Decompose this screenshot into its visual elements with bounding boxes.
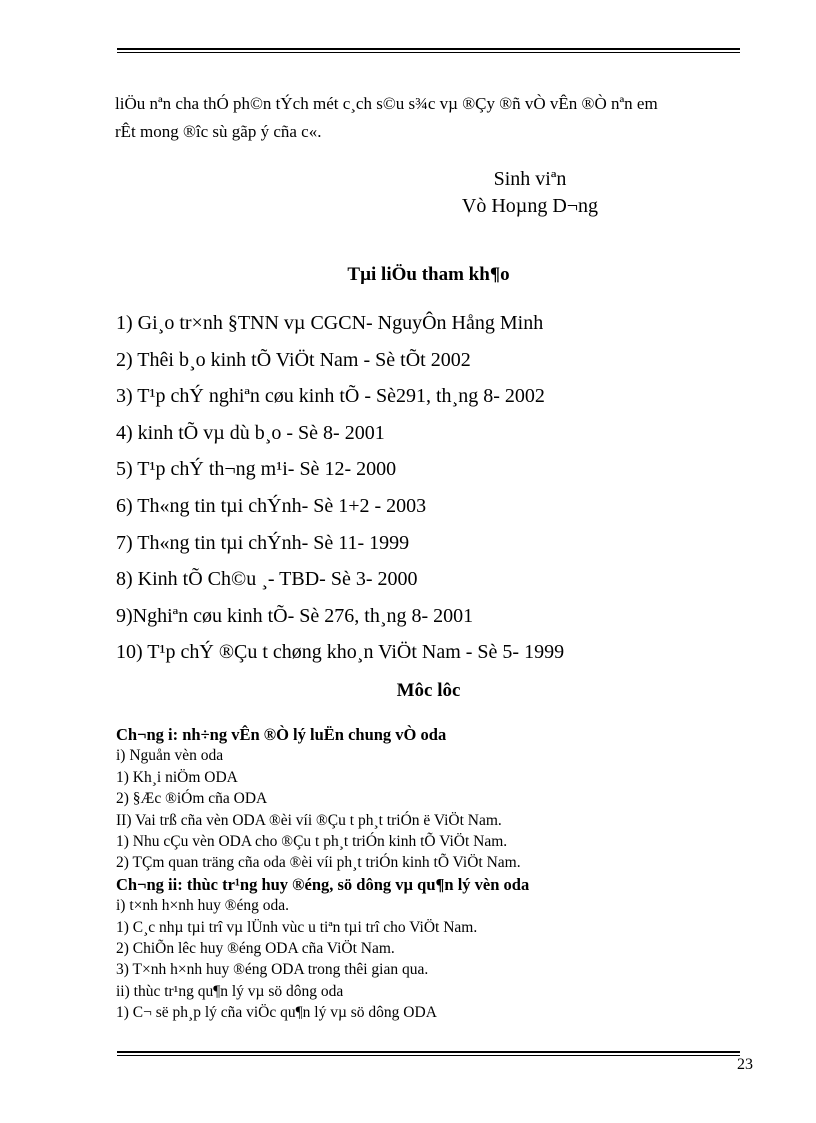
reference-item: 2) Thêi b¸o kinh tÕ ViÖt Nam - Sè tÕt 2002 — [116, 348, 471, 371]
toc-item: 3) T×nh h×nh huy ®éng ODA trong thêi gian qua. — [116, 961, 429, 979]
toc-item: 2) §Æc ®iÓm cña ODA — [116, 790, 268, 808]
reference-item: 8) Kinh tÕ Ch©u ¸- TBD- Sè 3- 2000 — [116, 568, 418, 591]
references-heading: Tµi liÖu tham kh¶o — [347, 264, 510, 285]
reference-item: 4) kinh tÕ vµ dù b¸o - Sè 8- 2001 — [116, 421, 385, 444]
intro-paragraph — [115, 90, 745, 146]
reference-item: 3) T¹p chÝ nghiªn cøu kinh tÕ - Sè291, th¸ng 8- 2002 — [116, 385, 545, 408]
footer-rule — [117, 1051, 740, 1056]
references-list — [116, 308, 564, 674]
reference-item: 7) Th«ng tin tµi chÝnh- Sè 11- 1999 — [116, 531, 410, 554]
toc-item: i) Nguån vèn oda — [116, 747, 224, 765]
toc-heading: Môc lôc — [396, 680, 461, 701]
toc-item: 1) C¸c nhµ tµi trî vµ lÜnh vùc u tiªn tµi trî cho ViÖt Nam. — [116, 918, 478, 936]
intro-line-1: liÖu nªn cha thÓ ph©n tÝch mét c¸ch s©u s¾c vµ ®Çy ®ñ vÒ vÊn ®Ò nªn em — [115, 94, 658, 113]
page-number: 23 — [737, 1056, 753, 1073]
reference-item: 1) Gi¸o tr×nh §TNN vµ CGCN- NguyÔn Hång Minh — [116, 312, 544, 334]
reference-item: 10) T¹p chÝ ®Çu t chøng kho¸n ViÖt Nam - Sè 5- 1999 — [116, 641, 565, 664]
toc-item: 1) Nhu cÇu vèn ODA cho ®Çu t ph¸t triÓn kinh tÕ ViÖt Nam. — [116, 832, 508, 850]
toc-item: 1) Kh¸i niÖm ODA — [116, 768, 238, 786]
signature-role: Sinh viªn — [493, 168, 567, 190]
toc-chapter-heading: Ch¬ng i: nh÷ng vÊn ®Ò lý luËn chung vÒ oda — [116, 725, 447, 744]
toc-item: 2) ChiÕn lêc huy ®éng ODA cña ViÖt Nam. — [116, 939, 395, 957]
signature-name: Vò Hoµng D¬ng — [461, 195, 599, 217]
header-rule — [117, 48, 740, 53]
toc-item: i) t×nh h×nh huy ®éng oda. — [116, 897, 290, 915]
reference-item: 5) T¹p chÝ th¬ng m¹i- Sè 12- 2000 — [116, 458, 397, 481]
toc-list — [116, 724, 529, 1023]
signature-block — [440, 166, 620, 220]
toc-item: ii) thùc tr¹ng qu¶n lý vµ sö dông oda — [116, 982, 344, 1000]
reference-item: 6) Th«ng tin tµi chÝnh- Sè 1+2 - 2003 — [116, 494, 427, 517]
toc-item: 1) C¬ së ph¸p lý cña viÖc qu¶n lý vµ sö dông ODA — [116, 1004, 437, 1022]
toc-chapter-heading: Ch¬ng ii: thùc tr¹ng huy ®éng, sö dông vµ qu¶n lý vèn oda — [116, 874, 530, 894]
toc-item: 2) TÇm quan träng cña oda ®èi víi ph¸t triÓn kinh tÕ ViÖt Nam. — [116, 854, 521, 872]
intro-line-2: rÊt mong ®îc sù gãp ý cña c«. — [115, 122, 322, 141]
reference-item: 9)Nghiªn cøu kinh tÕ- Sè 276, th¸ng 8- 2001 — [116, 604, 474, 627]
toc-item: II) Vai trß cña vèn ODA ®èi víi ®Çu t ph¸t triÓn ë ViÖt Nam. — [116, 811, 502, 829]
